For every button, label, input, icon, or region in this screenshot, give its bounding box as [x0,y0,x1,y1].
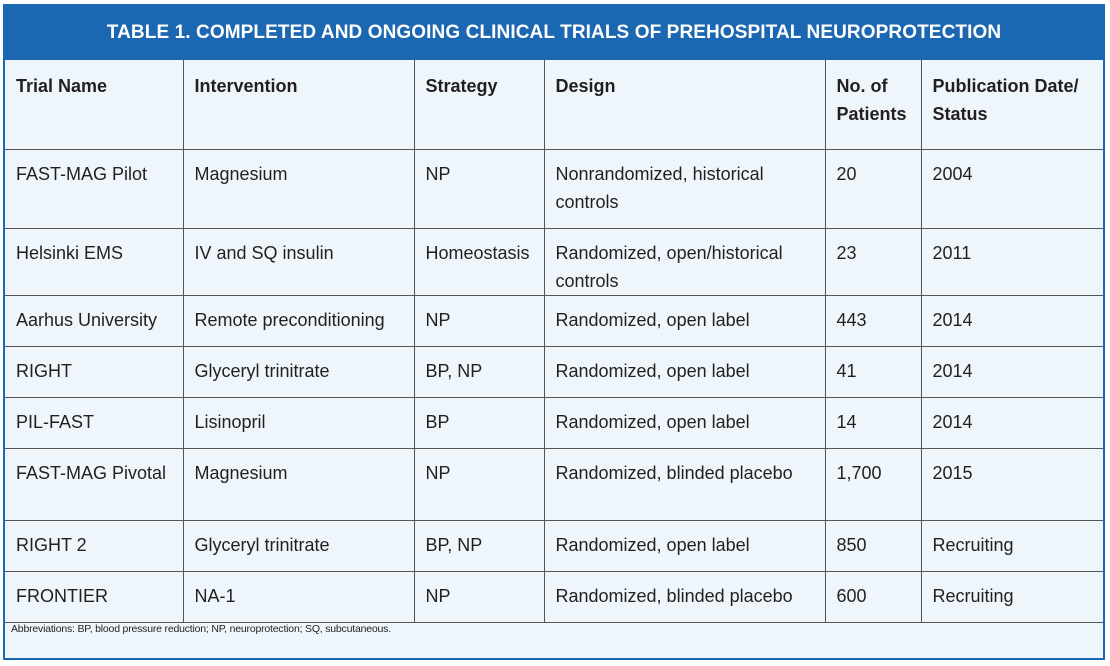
cell-status: 2004 [921,149,1103,228]
cell-status: 2014 [921,295,1103,346]
table-row [5,571,1103,622]
cell-patients: 23 [825,228,921,295]
cell-design: Randomized, blinded placebo [544,571,825,622]
table-row [5,520,1103,571]
column-header-patients: No. of Patients [825,60,921,149]
cell-design: Randomized, blinded placebo [544,448,825,520]
cell-intervention: NA-1 [183,571,414,622]
cell-trial-name: FAST-MAG Pivotal [5,448,183,520]
cell-status: 2011 [921,228,1103,295]
cell-status: 2015 [921,448,1103,520]
cell-status: Recruiting [921,520,1103,571]
abbreviations-footnote: Abbreviations: BP, blood pressure reduction; NP, neuroprotection; SQ, subcutaneous. [11,623,391,635]
cell-trial-name: RIGHT 2 [5,520,183,571]
cell-strategy: BP, NP [414,520,544,571]
column-header-status: Publication Date/ Status [921,60,1103,149]
cell-design: Randomized, open label [544,397,825,448]
cell-trial-name: Aarhus University [5,295,183,346]
cell-strategy: Homeostasis [414,228,544,295]
cell-intervention: Glyceryl trinitrate [183,520,414,571]
cell-intervention: Glyceryl trinitrate [183,346,414,397]
cell-intervention: Lisinopril [183,397,414,448]
cell-strategy: NP [414,295,544,346]
cell-strategy: BP [414,397,544,448]
clinical-trials-table [5,60,1103,623]
table-title: TABLE 1. COMPLETED AND ONGOING CLINICAL TRIALS OF PREHOSPITAL NEUROPROTECTION [5,6,1103,60]
cell-patients: 14 [825,397,921,448]
column-header-trial-name: Trial Name [5,60,183,149]
cell-strategy: NP [414,571,544,622]
cell-trial-name: FAST-MAG Pilot [5,149,183,228]
cell-design: Randomized, open label [544,346,825,397]
column-header-strategy: Strategy [414,60,544,149]
column-header-intervention: Intervention [183,60,414,149]
cell-strategy: NP [414,448,544,520]
cell-patients: 850 [825,520,921,571]
cell-status: 2014 [921,346,1103,397]
cell-strategy: NP [414,149,544,228]
table-frame [3,4,1105,660]
cell-patients: 443 [825,295,921,346]
cell-trial-name: FRONTIER [5,571,183,622]
column-header-design: Design [544,60,825,149]
cell-design: Randomized, open label [544,295,825,346]
cell-status: 2014 [921,397,1103,448]
cell-status: Recruiting [921,571,1103,622]
table-row [5,295,1103,346]
header-row [5,60,1103,149]
table-row [5,228,1103,295]
cell-design: Randomized, open label [544,520,825,571]
cell-design: Nonrandomized, historical controls [544,149,825,228]
cell-design: Randomized, open/historical controls [544,228,825,295]
table-row [5,397,1103,448]
cell-trial-name: Helsinki EMS [5,228,183,295]
cell-intervention: Magnesium [183,149,414,228]
cell-trial-name: PIL-FAST [5,397,183,448]
cell-patients: 41 [825,346,921,397]
cell-intervention: Remote preconditioning [183,295,414,346]
cell-patients: 1,700 [825,448,921,520]
cell-intervention: IV and SQ insulin [183,228,414,295]
cell-trial-name: RIGHT [5,346,183,397]
table-row [5,149,1103,228]
cell-patients: 20 [825,149,921,228]
cell-patients: 600 [825,571,921,622]
cell-intervention: Magnesium [183,448,414,520]
table-row [5,448,1103,520]
cell-strategy: BP, NP [414,346,544,397]
table-row [5,346,1103,397]
